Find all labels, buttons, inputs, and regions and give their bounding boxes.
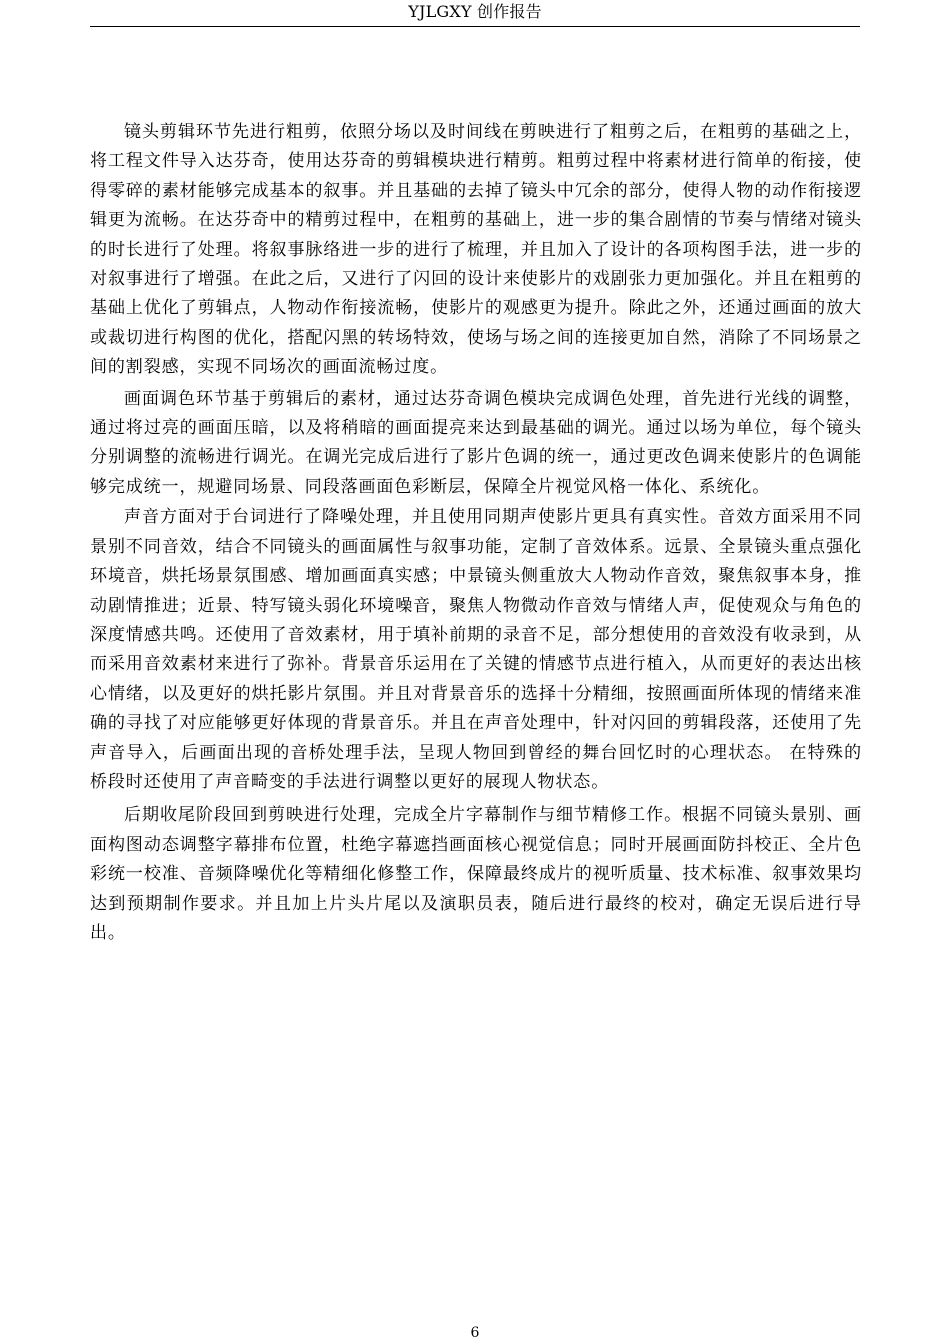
paragraph-editing: 镜头剪辑环节先进行粗剪，依照分场以及时间线在剪映进行了粗剪之后，在粗剪的基础之上，将工程文件导入达芬奇，使用达芬奇的剪辑模块进行精剪。粗剪过程中将素材进行简单的衔接，使得零碎的素材能够完成基本的叙事。并且基础的去掉了镜头中冗余的部分，使得人物的动作衔接逻辑更为流畅。在达芬奇中的精剪过程中，在粗剪的基础上，进一步的集合剧情的节奏与情绪对镜头的时长进行了处理。将叙事脉络进一步的进行了梳理，并且加入了设计的各项构图手法，进一步的对叙事进行了增强。在此之后，又进行了闪回的设计来使影片的戏剧张力更加强化。并且在粗剪的基础上优化了剪辑点，人物动作衔接流畅，使影片的观感更为提升。除此之外，还通过画面的放大或裁切进行构图的优化，搭配闪黑的转场特效，使场与场之间的连接更加自然，消除了不同场景之间的割裂感，实现不同场次的画面流畅过度。 [90, 122, 862, 378]
page-header [90, 0, 860, 27]
page-number: 6 [470, 1325, 480, 1341]
header-title: YJLGXY 创作报告 [408, 2, 542, 21]
paragraph-post-finishing: 后期收尾阶段回到剪映进行处理，完成全片字幕制作与细节精修工作。根据不同镜头景别、画面构图动态调整字幕排布位置，杜绝字幕遮挡画面核心视觉信息；同时开展画面防抖校正、全片色彩统一校准、音频降噪优化等精细化修整工作，保障最终成片的视听质量、技术标准、叙事效果均达到预期制作要求。并且加上片头片尾以及演职员表，随后进行最终的校对，确定无误后进行导出。 [90, 805, 862, 943]
paragraph-color-grading: 画面调色环节基于剪辑后的素材，通过达芬奇调色模块完成调色处理，首先进行光线的调整，通过将过亮的画面压暗，以及将稍暗的画面提亮来达到最基础的调光。通过以场为单位，每个镜头分别调整的流畅进行调光。在调光完成后进行了影片色调的统一，通过更改色调来使影片的色调能够完成统一，规避同场景、同段落画面色彩断层，保障全片视觉风格一体化、系统化。 [90, 388, 862, 497]
report-body [90, 118, 862, 948]
paragraph-sound: 声音方面对于台词进行了降噪处理，并且使用同期声使影片更具有真实性。音效方面采用不同景别不同音效，结合不同镜头的画面属性与叙事功能，定制了音效体系。远景、全景镜头重点强化环境音，烘托场景氛围感、增加画面真实感；中景镜头侧重放大人物动作音效，聚焦叙事本身，推动剧情推进；近景、特写镜头弱化环境噪音，聚焦人物微动作音效与情绪人声，促使观众与角色的深度情感共鸣。还使用了音效素材，用于填补前期的录音不足，部分想使用的音效没有收录到，从而采用音效素材来进行了弥补。背景音乐运用在了关键的情感节点进行植入，从而更好的表达出核心情绪，以及更好的烘托影片氛围。并且对背景音乐的选择十分精细，按照画面所体现的情绪来准确的寻找了对应能够更好体现的背景音乐。并且在声音处理中，针对闪回的剪辑段落，还使用了先声音导入，后画面出现的音桥处理手法，呈现人物回到曾经的舞台回忆时的心理状态。 在特殊的桥段时还使用了声音畸变的手法进行调整以更好的展现人物状态。 [90, 507, 862, 792]
